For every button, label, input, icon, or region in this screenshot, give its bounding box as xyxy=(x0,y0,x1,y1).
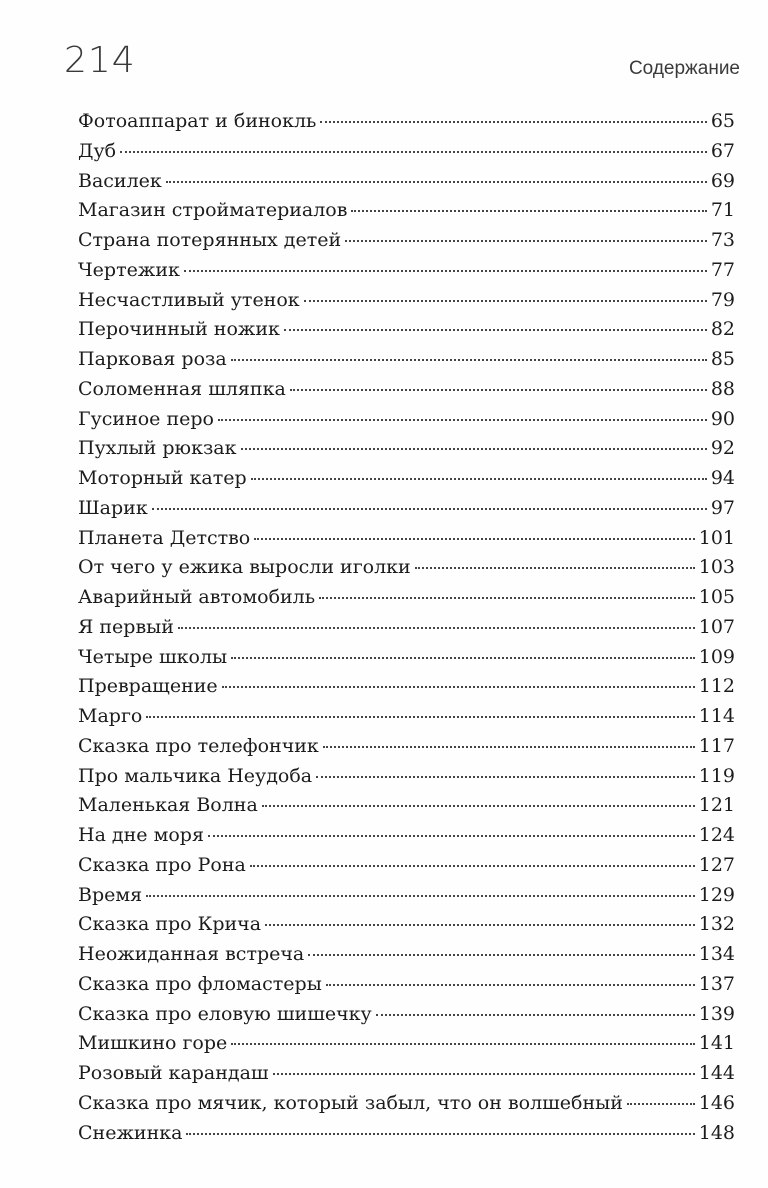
toc-entry-page: 134 xyxy=(698,943,735,965)
toc-entry-page: 69 xyxy=(710,169,735,192)
toc-entry-title: Василек xyxy=(78,169,162,192)
toc-entry-title: Превращение xyxy=(78,675,218,698)
toc-entry-page: 77 xyxy=(710,258,735,281)
toc-entry-page: 71 xyxy=(710,199,735,222)
table-of-contents xyxy=(78,110,735,1151)
toc-dot-leader xyxy=(208,835,695,837)
toc-entry xyxy=(78,1122,735,1152)
toc-dot-leader xyxy=(218,419,707,421)
toc-entry-title: На дне моря xyxy=(78,824,204,846)
toc-entry-page: 90 xyxy=(710,407,735,430)
toc-entry-title: Гусиное перо xyxy=(78,407,214,430)
toc-dot-leader xyxy=(184,270,707,272)
toc-entry-page: 79 xyxy=(710,288,735,311)
toc-dot-leader xyxy=(251,478,707,480)
toc-dot-leader xyxy=(262,805,695,807)
toc-dot-leader xyxy=(120,151,707,153)
toc-dot-leader xyxy=(166,181,707,183)
toc-entry xyxy=(78,467,735,497)
toc-dot-leader xyxy=(319,597,695,599)
toc-entry-title: Сказка про телефончик xyxy=(78,734,319,757)
page-number: 214 xyxy=(64,40,136,81)
toc-entry-page: 65 xyxy=(710,110,735,132)
toc-entry xyxy=(78,973,735,1003)
toc-entry-page: 82 xyxy=(710,318,735,341)
toc-dot-leader xyxy=(254,538,694,540)
toc-entry-title: Соломенная шляпка xyxy=(78,377,286,400)
toc-entry xyxy=(78,586,735,616)
toc-dot-leader xyxy=(376,1014,695,1016)
toc-entry xyxy=(78,735,735,765)
toc-dot-leader xyxy=(351,210,706,212)
toc-entry-page: 144 xyxy=(698,1062,735,1084)
toc-entry xyxy=(78,616,735,646)
toc-entry-page: 132 xyxy=(698,913,735,936)
toc-dot-leader xyxy=(316,776,695,778)
toc-dot-leader xyxy=(290,389,707,391)
toc-entry-title: Магазин стройматериалов xyxy=(78,199,348,222)
toc-entry-title: Аварийный автомобиль xyxy=(78,586,316,608)
toc-entry-page: 101 xyxy=(698,526,735,549)
toc-entry xyxy=(78,824,735,854)
toc-entry-title: Шарик xyxy=(78,496,148,519)
toc-entry xyxy=(78,140,735,170)
toc-entry xyxy=(78,1062,735,1092)
toc-entry-title: Снежинка xyxy=(78,1121,183,1144)
toc-dot-leader xyxy=(146,895,695,897)
toc-dot-leader xyxy=(323,746,695,748)
toc-entry-title: Дуб xyxy=(78,139,117,162)
toc-entry-page: 92 xyxy=(710,437,735,460)
toc-entry-title: Моторный катер xyxy=(78,467,247,489)
toc-dot-leader xyxy=(146,716,694,718)
toc-dot-leader xyxy=(415,567,695,569)
toc-entry-title: Сказка про еловую шишечку xyxy=(78,1002,372,1025)
toc-dot-leader xyxy=(320,121,706,123)
toc-dot-leader xyxy=(265,924,695,926)
toc-entry xyxy=(78,943,735,973)
toc-entry-title: Время xyxy=(78,883,143,906)
toc-entry xyxy=(78,854,735,884)
toc-entry-title: Розовый карандаш xyxy=(78,1062,269,1084)
toc-entry-title: Страна потерянных детей xyxy=(78,229,342,251)
toc-entry-title: Четыре школы xyxy=(78,645,228,668)
toc-entry-page: 94 xyxy=(710,467,735,489)
toc-entry-page: 85 xyxy=(710,348,735,370)
toc-dot-leader xyxy=(231,1043,694,1045)
toc-entry-title: Сказка про Крича xyxy=(78,913,262,936)
toc-entry xyxy=(78,318,735,348)
toc-entry-page: 114 xyxy=(698,705,735,727)
toc-entry-title: Мишкино горе xyxy=(78,1032,228,1055)
toc-dot-leader xyxy=(241,448,707,450)
toc-entry xyxy=(78,913,735,943)
toc-entry xyxy=(78,884,735,914)
toc-entry-title: Планета Детство xyxy=(78,526,251,549)
toc-entry-page: 148 xyxy=(698,1121,735,1144)
toc-entry-title: Сказка про мячик, который забыл, что он волшебный xyxy=(78,1091,623,1114)
toc-entry xyxy=(78,1032,735,1062)
toc-entry-page: 88 xyxy=(710,377,735,400)
toc-entry-title: От чего у ежика выросли иголки xyxy=(78,556,411,579)
toc-dot-leader xyxy=(186,1133,694,1135)
toc-dot-leader xyxy=(152,508,707,510)
toc-dot-leader xyxy=(304,300,707,302)
toc-entry xyxy=(78,437,735,467)
toc-entry-title: Пухлый рюкзак xyxy=(78,437,237,460)
toc-entry-title: Маленькая Волна xyxy=(78,794,258,817)
toc-entry-title: Парковая роза xyxy=(78,348,227,370)
toc-dot-leader xyxy=(231,359,707,361)
toc-entry xyxy=(78,408,735,438)
toc-dot-leader xyxy=(178,627,695,629)
toc-entry-page: 141 xyxy=(698,1032,735,1055)
toc-entry-page: 146 xyxy=(698,1091,735,1114)
toc-entry xyxy=(78,1003,735,1033)
toc-entry-title: Марго xyxy=(78,705,143,727)
toc-dot-leader xyxy=(273,1073,695,1075)
toc-entry xyxy=(78,765,735,795)
toc-dot-leader xyxy=(222,686,695,688)
toc-entry-title: Сказка про фломастеры xyxy=(78,972,322,995)
toc-entry xyxy=(78,378,735,408)
toc-entry-title: Фотоаппарат и бинокль xyxy=(78,110,317,132)
toc-entry xyxy=(78,794,735,824)
toc-dot-leader xyxy=(326,984,695,986)
toc-entry-page: 103 xyxy=(698,556,735,579)
toc-dot-leader xyxy=(627,1103,695,1105)
toc-entry xyxy=(78,497,735,527)
toc-entry-page: 127 xyxy=(698,853,735,876)
toc-entry-page: 124 xyxy=(698,824,735,846)
toc-dot-leader xyxy=(308,954,694,956)
toc-entry xyxy=(78,199,735,229)
toc-entry-page: 121 xyxy=(698,794,735,817)
toc-entry-title: Чертежик xyxy=(78,258,180,281)
toc-entry-title: Про мальчика Неудоба xyxy=(78,764,313,787)
toc-entry xyxy=(78,675,735,705)
toc-entry-page: 67 xyxy=(710,139,735,162)
toc-entry xyxy=(78,527,735,557)
toc-dot-leader xyxy=(345,240,707,242)
toc-entry xyxy=(78,110,735,140)
toc-entry-page: 117 xyxy=(698,734,735,757)
toc-entry-page: 119 xyxy=(698,764,735,787)
toc-dot-leader xyxy=(231,657,695,659)
toc-entry-page: 105 xyxy=(698,586,735,608)
toc-entry-title: Неожиданная встреча xyxy=(78,943,305,965)
running-head: Содержание xyxy=(628,58,740,79)
toc-entry-title: Перочинный ножик xyxy=(78,318,280,341)
toc-entry-page: 137 xyxy=(698,972,735,995)
toc-entry-page: 112 xyxy=(698,675,735,698)
toc-entry-page: 129 xyxy=(698,883,735,906)
toc-entry-title: Сказка про Рона xyxy=(78,853,246,876)
toc-entry-page: 139 xyxy=(698,1002,735,1025)
toc-entry xyxy=(78,1092,735,1122)
toc-entry-page: 97 xyxy=(710,496,735,519)
toc-dot-leader xyxy=(250,865,695,867)
toc-entry xyxy=(78,705,735,735)
toc-dot-leader xyxy=(284,329,707,331)
toc-entry xyxy=(78,646,735,676)
toc-entry xyxy=(78,289,735,319)
toc-entry xyxy=(78,259,735,289)
toc-entry xyxy=(78,348,735,378)
toc-entry xyxy=(78,170,735,200)
toc-entry-title: Я первый xyxy=(78,615,174,638)
toc-entry xyxy=(78,556,735,586)
toc-entry xyxy=(78,229,735,259)
toc-entry-title: Несчастливый утенок xyxy=(78,288,300,311)
toc-entry-page: 109 xyxy=(698,645,735,668)
toc-entry-page: 73 xyxy=(710,229,735,251)
toc-entry-page: 107 xyxy=(698,615,735,638)
